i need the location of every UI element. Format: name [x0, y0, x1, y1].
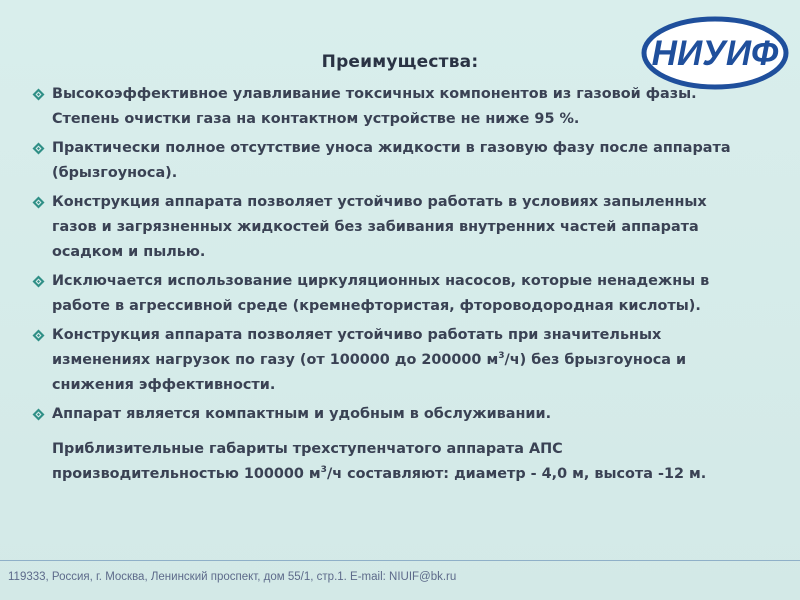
diamond-bullet-icon	[32, 196, 45, 209]
diamond-bullet-icon	[32, 142, 45, 155]
logo-text: НИУИФ	[651, 34, 779, 73]
footer-divider	[0, 560, 800, 561]
advantage-item	[32, 269, 744, 319]
advantage-text: Исключается использование циркуляционных насосов, которые ненадежны в работе в агрессивной среде (кремнефтористая, фтороводородная кислоты).	[52, 273, 710, 314]
advantages-list	[32, 82, 744, 487]
advantage-text-part: Конструкция аппарата позволяет устойчиво работать при значительных изменениях нагрузок по газу (от 100000 до 200000 м	[52, 327, 662, 368]
advantage-text: Практически полное отсутствие уноса жидкости в газовую фазу после аппарата (брызгоуноса).	[52, 140, 731, 181]
superscript-three: 3	[498, 351, 505, 361]
superscript-three: 3	[320, 465, 327, 475]
advantage-text: Высокоэффективное улавливание токсичных компонентов из газовой фазы. Степень очистки газа на контактном устройстве не ниже 95 %.	[52, 86, 697, 127]
advantage-text: Конструкция аппарата позволяет устойчиво работать в условиях запыленных газов и загрязненных жидкостей без забивания внутренних частей аппарата осадком и пылью.	[52, 194, 707, 260]
note-text-part: Приблизительные габариты трехступенчатого аппарата АПС производительностью 100000 м	[52, 441, 563, 482]
dimensions-note	[32, 437, 744, 487]
diamond-bullet-icon	[32, 408, 45, 421]
advantage-text-part: /ч) без брызгоуноса и снижения эффективности.	[52, 352, 687, 393]
advantage-item	[32, 136, 744, 186]
advantage-text: Аппарат является компактным и удобным в обслуживании.	[52, 406, 552, 422]
footer-address: 119333, Россия, г. Москва, Ленинский проспект, дом 55/1, стр.1. E-mail: NIUIF@bk.ru	[8, 571, 457, 583]
diamond-bullet-icon	[32, 329, 45, 342]
diamond-bullet-icon	[32, 275, 45, 288]
advantage-item	[32, 190, 744, 265]
advantage-item	[32, 323, 744, 398]
advantage-item	[32, 82, 744, 132]
note-text-part: /ч составляют: диаметр - 4,0 м, высота -12 м.	[326, 466, 707, 482]
diamond-bullet-icon	[32, 88, 45, 101]
page-title: Преимущества:	[321, 52, 479, 72]
advantage-item	[32, 402, 744, 427]
advantage-text	[52, 327, 686, 393]
